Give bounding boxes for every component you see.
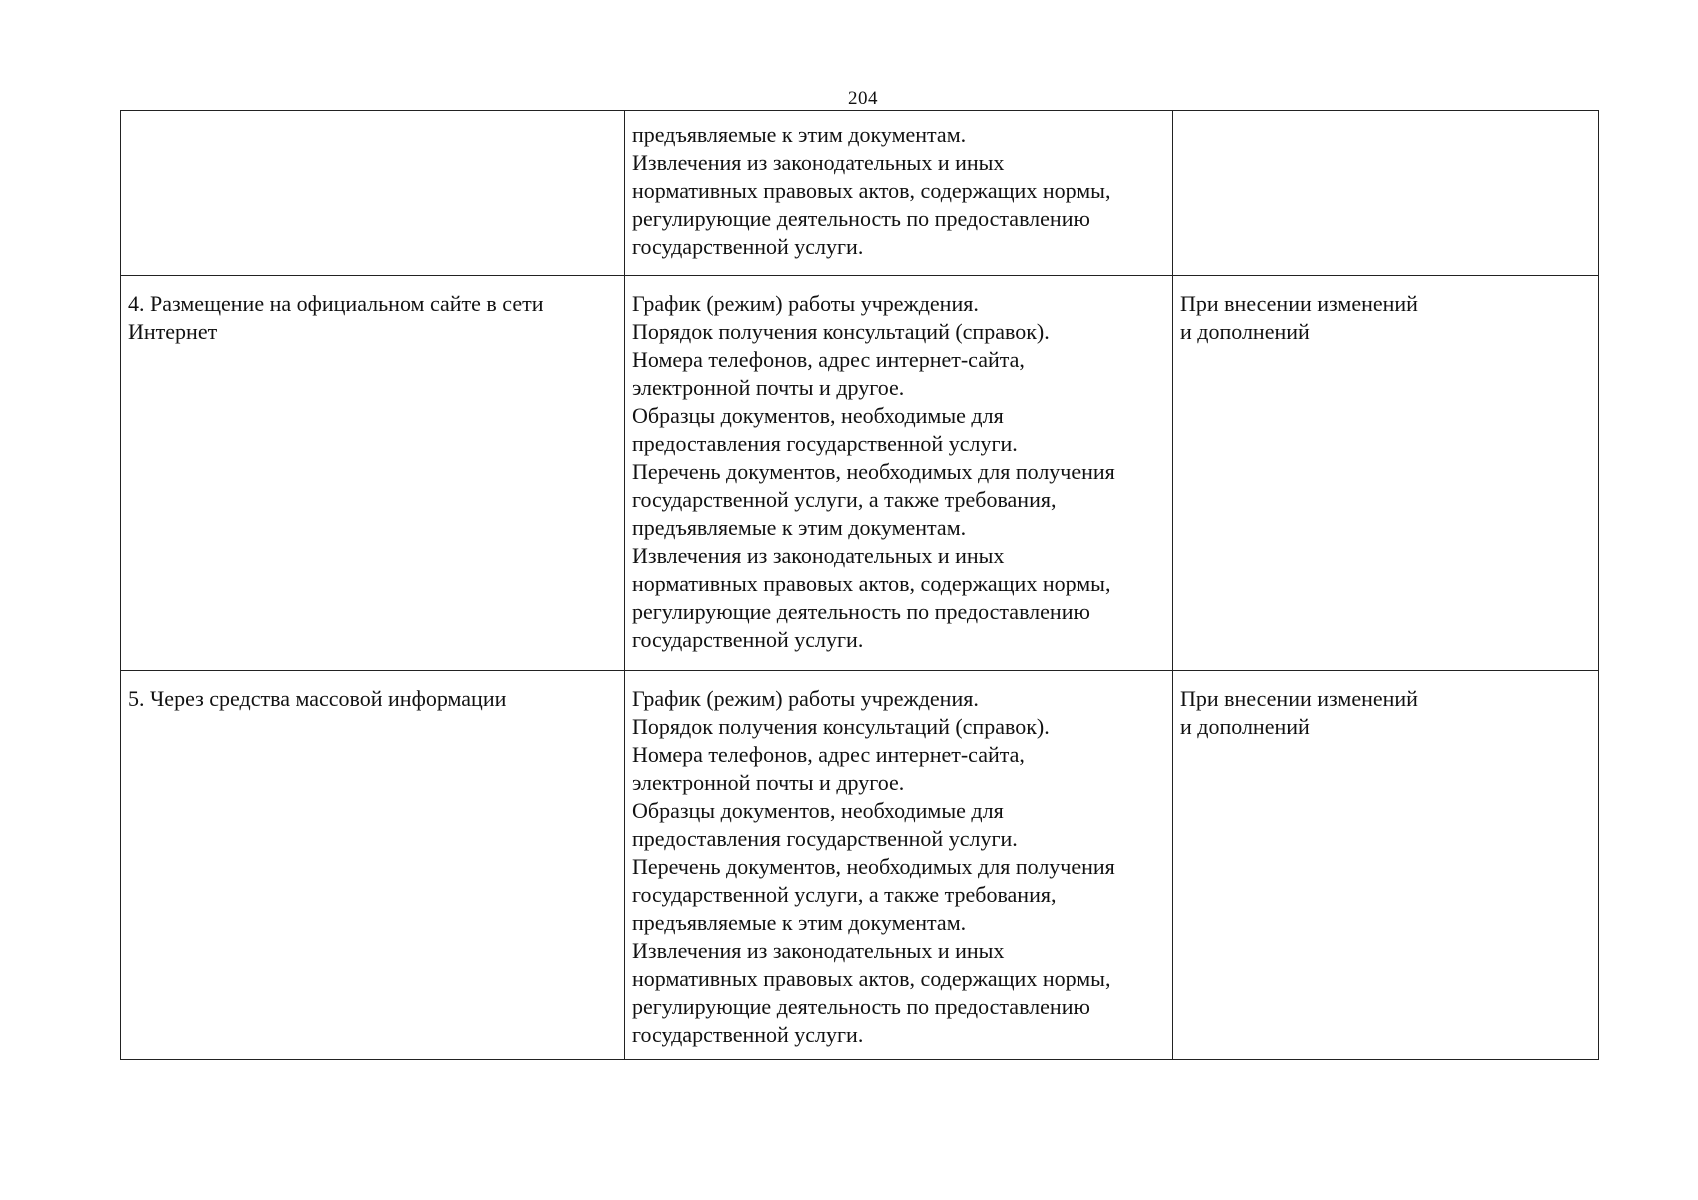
info-content-cell xyxy=(625,276,1173,671)
info-line: нормативных правовых актов, содержащих нормы, xyxy=(632,966,1111,991)
info-line: предъявляемые к этим документам. xyxy=(632,910,967,935)
frequency-line: и дополнений xyxy=(1180,714,1310,739)
info-line: предоставления государственной услуги. xyxy=(632,826,1018,851)
method-cell: 4. Размещение на официальном сайте в сети Интернет xyxy=(121,276,625,671)
info-content-cell xyxy=(625,111,1173,276)
table-row xyxy=(121,671,1599,1060)
info-line: Извлечения из законодательных и иных xyxy=(632,938,1005,963)
info-line: Образцы документов, необходимые для xyxy=(632,403,1004,428)
info-line: Порядок получения консультаций (справок). xyxy=(632,714,1050,739)
frequency-cell xyxy=(1173,111,1599,276)
frequency-cell xyxy=(1173,671,1599,1060)
info-line: Образцы документов, необходимые для xyxy=(632,798,1004,823)
table-row xyxy=(121,111,1599,276)
info-line: электронной почты и другое. xyxy=(632,375,905,400)
info-line: предъявляемые к этим документам. xyxy=(632,515,967,540)
info-line: нормативных правовых актов, содержащих нормы, xyxy=(632,178,1111,203)
info-content-cell xyxy=(625,671,1173,1060)
info-line: государственной услуги, а также требования, xyxy=(632,487,1057,512)
info-line: государственной услуги. xyxy=(632,1022,864,1047)
frequency-line: и дополнений xyxy=(1180,319,1310,344)
information-methods-table xyxy=(120,110,1599,1060)
info-line: Извлечения из законодательных и иных xyxy=(632,150,1005,175)
page-number: 204 xyxy=(848,88,878,109)
info-line: нормативных правовых актов, содержащих нормы, xyxy=(632,571,1111,596)
info-line: государственной услуги, а также требования, xyxy=(632,882,1057,907)
info-line: График (режим) работы учреждения. xyxy=(632,686,979,711)
frequency-line: При внесении изменений xyxy=(1180,686,1418,711)
info-line: Номера телефонов, адрес интернет-сайта, xyxy=(632,347,1025,372)
info-line: Номера телефонов, адрес интернет-сайта, xyxy=(632,742,1025,767)
table-row xyxy=(121,276,1599,671)
info-line: Порядок получения консультаций (справок). xyxy=(632,319,1050,344)
info-line: График (режим) работы учреждения. xyxy=(632,291,979,316)
info-line: Перечень документов, необходимых для получения xyxy=(632,459,1115,484)
frequency-cell xyxy=(1173,276,1599,671)
method-cell: 5. Через средства массовой информации xyxy=(121,671,625,1060)
method-cell xyxy=(121,111,625,276)
info-line: электронной почты и другое. xyxy=(632,770,905,795)
info-line: предъявляемые к этим документам. xyxy=(632,122,967,147)
info-line: регулирующие деятельность по предоставлению xyxy=(632,599,1090,624)
info-line: Извлечения из законодательных и иных xyxy=(632,543,1005,568)
frequency-line: При внесении изменений xyxy=(1180,291,1418,316)
info-line: государственной услуги. xyxy=(632,234,864,259)
info-line: регулирующие деятельность по предоставлению xyxy=(632,206,1090,231)
info-line: Перечень документов, необходимых для получения xyxy=(632,854,1115,879)
info-line: предоставления государственной услуги. xyxy=(632,431,1018,456)
info-line: регулирующие деятельность по предоставлению xyxy=(632,994,1090,1019)
info-line: государственной услуги. xyxy=(632,627,864,652)
